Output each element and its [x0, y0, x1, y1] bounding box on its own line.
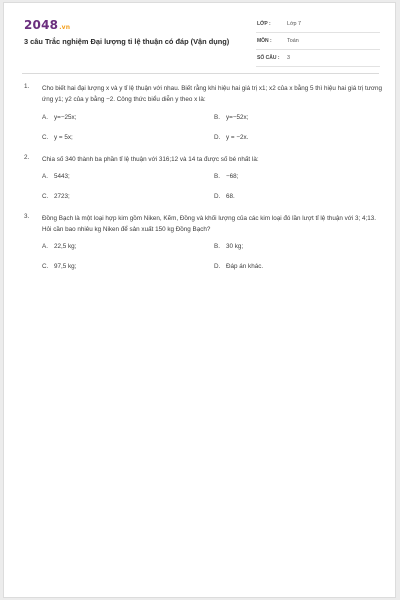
document-title: 3 câu Trắc nghiệm Đại lượng tỉ lệ thuận có đáp (Vận dụng) — [24, 37, 230, 46]
answer-option-d[interactable] — [214, 134, 386, 141]
answer-option-c[interactable] — [42, 263, 214, 270]
answer-text: y=−52x; — [226, 113, 249, 121]
question-text: Đồng Bạch là một loại hợp kim gồm Niken, Kẽm, Đồng và khối lượng của các kim loại đó lần lượt tỉ lệ thuận với 3; 4;13. Hỏi cần bao nhiêu kg Niken để sản xuất 150 kg Đồng Bạch? — [42, 214, 377, 234]
answer-text: Đáp án khác. — [226, 263, 264, 271]
answer-options — [42, 114, 384, 141]
answer-option-a[interactable] — [42, 243, 214, 250]
answer-letter: A. — [42, 172, 48, 180]
answer-text: y = −2x. — [226, 133, 249, 141]
question-number: 3. — [24, 212, 30, 220]
logo-text: 2048 — [24, 18, 59, 32]
answer-text: 22,5 kg; — [54, 243, 77, 251]
answer-options — [42, 173, 384, 200]
site-logo[interactable] — [24, 18, 70, 32]
answer-text: 97,5 kg; — [54, 263, 77, 271]
info-label: LỚP : — [257, 21, 271, 27]
answer-text: 2723; — [54, 192, 70, 200]
logo-domain: .vn — [59, 24, 71, 31]
info-row-subject — [256, 36, 380, 50]
answer-option-c[interactable] — [42, 134, 214, 141]
question-list — [24, 83, 384, 283]
answer-letter: C. — [42, 192, 49, 200]
answer-option-c[interactable] — [42, 193, 214, 200]
answer-text: 68. — [226, 192, 235, 200]
question-number: 2. — [24, 153, 30, 161]
answer-letter: B. — [214, 113, 220, 121]
info-table — [256, 19, 380, 70]
answer-letter: C. — [42, 263, 49, 271]
info-value: Lớp 7 — [287, 21, 302, 27]
answer-text: 30 kg; — [226, 243, 244, 251]
answer-text: 5443; — [54, 172, 70, 180]
answer-option-d[interactable] — [214, 193, 386, 200]
answer-letter: D. — [214, 133, 221, 141]
answer-option-a[interactable] — [42, 114, 214, 121]
answer-option-a[interactable] — [42, 173, 214, 180]
question-2 — [24, 154, 384, 200]
answer-letter: D. — [214, 263, 221, 271]
answer-option-b[interactable] — [214, 173, 386, 180]
answer-letter: C. — [42, 133, 49, 141]
header-divider — [22, 73, 379, 74]
answer-options — [42, 243, 384, 270]
info-label: SỐ CÂU : — [257, 55, 280, 61]
answer-text: y = 5x; — [54, 133, 73, 141]
info-label: MÔN : — [257, 38, 272, 44]
answer-text: −68; — [226, 172, 239, 180]
question-text: Chia số 340 thành ba phần tỉ lệ thuận với 316;12 và 14 ta được số bé nhất là: — [42, 155, 259, 163]
answer-option-b[interactable] — [214, 243, 386, 250]
info-value: Toán — [287, 38, 299, 44]
document-page — [3, 2, 396, 598]
answer-letter: B. — [214, 243, 220, 251]
info-row-grade — [256, 19, 380, 33]
answer-text: y=−25x; — [54, 113, 77, 121]
info-value: 3 — [287, 55, 290, 61]
question-1 — [24, 83, 384, 141]
question-text: Cho biết hai đại lượng x và y tỉ lệ thuận với nhau. Biết rằng khi hiệu hai giá trị x1; x2 của x bằng 5 thì hiệu hai giá trị tương ứng y1; y2 của y bằng −2. Công thức biểu diễn y theo x là: — [42, 85, 383, 104]
answer-option-d[interactable] — [214, 263, 386, 270]
answer-letter: D. — [214, 192, 221, 200]
question-number: 1. — [24, 83, 30, 90]
answer-option-b[interactable] — [214, 114, 386, 121]
info-row-question-count — [256, 53, 380, 67]
answer-letter: A. — [42, 113, 48, 121]
answer-letter: A. — [42, 243, 48, 251]
question-3 — [24, 213, 384, 271]
answer-letter: B. — [214, 172, 220, 180]
